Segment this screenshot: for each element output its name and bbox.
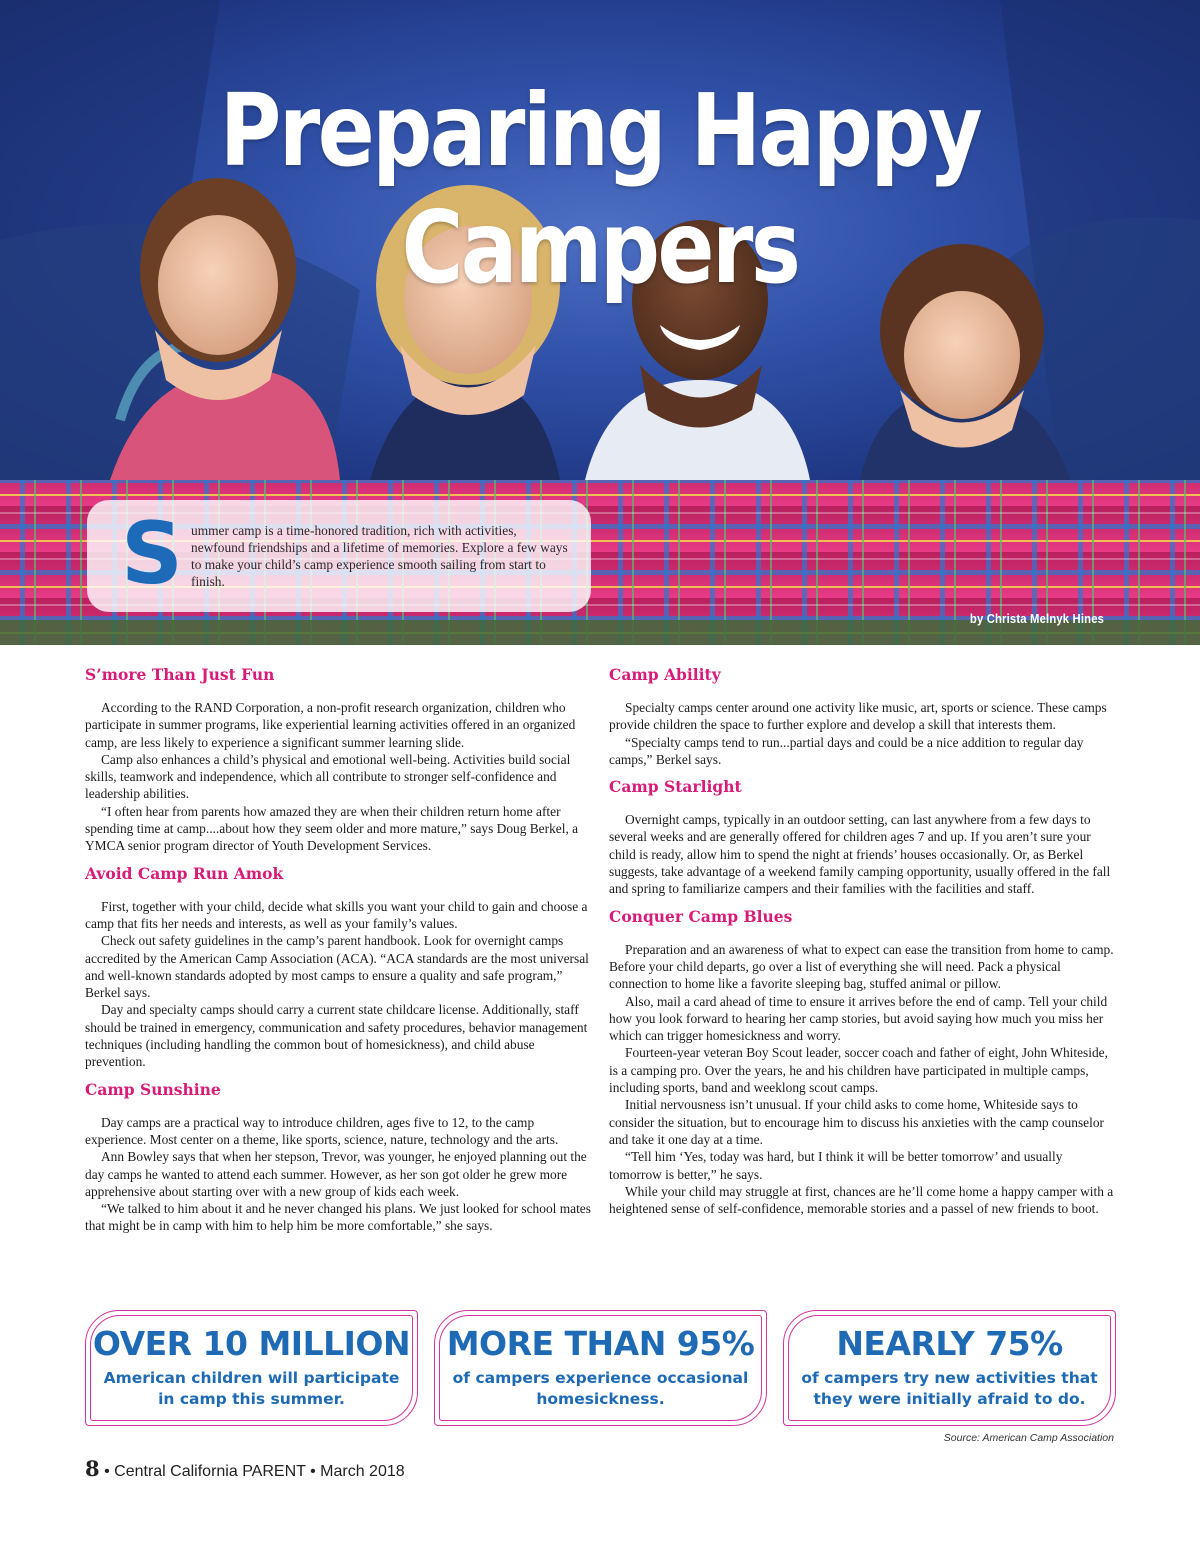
footer-separator: • [104,1463,110,1480]
footer-separator: • [310,1463,316,1480]
stat-figure: OVER 10 MILLION [92,1324,411,1363]
byline: by Christa Melnyk Hines [969,612,1104,626]
stat-figure: MORE THAN 95% [446,1324,755,1363]
section-heading: S’more Than Just Fun [85,665,275,684]
section-heading: Camp Ability [609,665,721,684]
article-section [609,777,1115,897]
intro-box [87,500,591,612]
paragraph: Check out safety guidelines in the camp’s parent handbook. Look for overnight camps accredited by the American Camp Association (ACA). “ACA standards are the most universal and well-known standards adopted by most camps to ensure a quality and safe program,” Berkel says. [85,933,589,1001]
right-column [609,665,1115,1226]
paragraph: “Tell him ‘Yes, today was hard, but I think it will be better tomorrow’ and usually tomorrow is better,” he says. [609,1149,1063,1182]
issue-date: March 2018 [320,1463,405,1480]
paragraph: “Specialty camps tend to run...partial days and could be a nice addition to regular day camps,” Berkel says. [609,734,1084,767]
page-number: 8 [85,1456,100,1481]
stat-caption-line: of campers experience occasional [452,1369,749,1387]
article-section [85,665,591,855]
paragraph: Specialty camps center around one activity like music, art, sports or science. These camps provide children the space to further explore and develop a skill that interests them. [609,700,1107,733]
section-heading: Camp Sunshine [85,1079,221,1099]
stat-caption-line: in camp this summer. [158,1390,345,1408]
stat-box [85,1310,418,1426]
paragraph: Day camps are a practical way to introduce children, ages five to 12, to the camp experience. Most center on a theme, like sports, science, nature, technology and the arts. [85,1114,559,1147]
section-heading: Camp Starlight [609,777,742,797]
paragraph: While your child may struggle at first, chances are he’ll come home a happy camper with a heightened sense of self-confidence, memorable stories and a passel of new friends to boot. [609,1183,1114,1217]
paragraph: According to the RAND Corporation, a non-profit research organization, children who participate in summer programs, like experiential learning activities offered in an organized camp, are less likely to experience a significant summer learning slide. [85,700,576,750]
article-section [85,864,591,1071]
stat-caption [444,1368,757,1410]
publication-name: Central California PARENT [114,1463,306,1480]
paragraph: Preparation and an awareness of what to expect can ease the transition from home to camp. Before your child departs, go over a list of everything she will need. Pack a physical connection to home like a favorite sleeping bag, stuffed animal or pillow. [609,941,1114,992]
paragraph: “We talked to him about it and he never changed his plans. We just looked for school mates that might be in camp with him to help him be more comfortable,” she says. [85,1201,591,1234]
page-footer [85,1456,405,1481]
source-note: Source: American Camp Association [943,1432,1114,1444]
stat-caption-line: American children will participate [103,1369,400,1387]
paragraph: Also, mail a card ahead of time to ensure it arrives before the end of camp. Tell your child how you look forward to hearing her camp stories, but avoid saying how much you miss her which can trigger homesickness and worry. [609,993,1108,1044]
paragraph: Overnight camps, typically in an outdoor setting, can last anywhere from a few days to several weeks and are generally offered for children ages 7 and up. If you aren’t sure your child is ready, allow him to spend the night at friends’ houses occasionally. Or, as Berkel suggests, take advantage of a weekend family camping opportunity, usually offered in the fall and spring to familiarize campers and their families with the facilities and staff. [609,812,1111,897]
paragraph: “I often hear from parents how amazed they are when their children return home after spending time at camp....about how they seem older and more mature,” says Doug Berkel, a YMCA senior program director of Youth Development Services. [85,803,579,854]
stat-figure: NEARLY 75% [836,1324,1063,1363]
paragraph: Camp also enhances a child’s physical and emotional well-being. Activities build social skills, teamwork and independence, which all contribute to stronger self-confidence and leadership abilities. [85,751,571,802]
paragraph: Initial nervousness isn’t unusual. If your child asks to come home, Whiteside says to consider the situation, but to encourage him to discuss his anxieties with the camp counselor and take it one day at a time. [609,1097,1104,1147]
hero-photo [0,0,1200,645]
stat-box [434,1310,767,1426]
section-heading: Avoid Camp Run Amok [85,863,284,883]
stat-caption-line: homesickness. [536,1390,665,1408]
stat-caption [95,1368,408,1410]
dropcap: S [121,504,183,604]
stat-caption-line: of campers try new activities that [801,1369,1098,1387]
stat-caption [793,1368,1106,1410]
stat-caption-line: they were initially afraid to do. [813,1390,1086,1408]
article-section [609,665,1115,768]
paragraph: Ann Bowley says that when her stepson, Trevor, was younger, he enjoyed planning out the day camps he wanted to attend each summer. However, as her son got older he grew more apprehensive about starting over with a new group of kids each week. [85,1149,587,1199]
paragraph: First, together with your child, decide what skills you want your child to gain and choose a camp that fits her needs and interests, as well as your family’s values. [85,898,588,931]
paragraph: Fourteen-year veteran Boy Scout leader, soccer coach and father of eight, John Whiteside, is a camping pro. Over the years, he and his children have participated in multiple camps, including sports, band and weeklong scout camps. [609,1045,1108,1096]
section-heading: Conquer Camp Blues [609,906,793,926]
left-column [85,665,591,1244]
stat-box [783,1310,1116,1426]
article-section [609,907,1115,1218]
paragraph: Day and specialty camps should carry a current state childcare license. Additionally, staff should be trained in emergency, communication and safety procedures, behavior management techniques (including handling the common bout of homesickness), and child abuse prevention. [85,1002,588,1070]
article-section [85,1080,591,1235]
intro-text: ummer camp is a time-honored tradition, rich with activities, newfound friendships and a lifetime of memories. Explore a few ways to make your child’s camp experience smooth sailing from start to finish. [191,523,568,589]
page-title: Preparing Happy Campers [219,72,981,306]
